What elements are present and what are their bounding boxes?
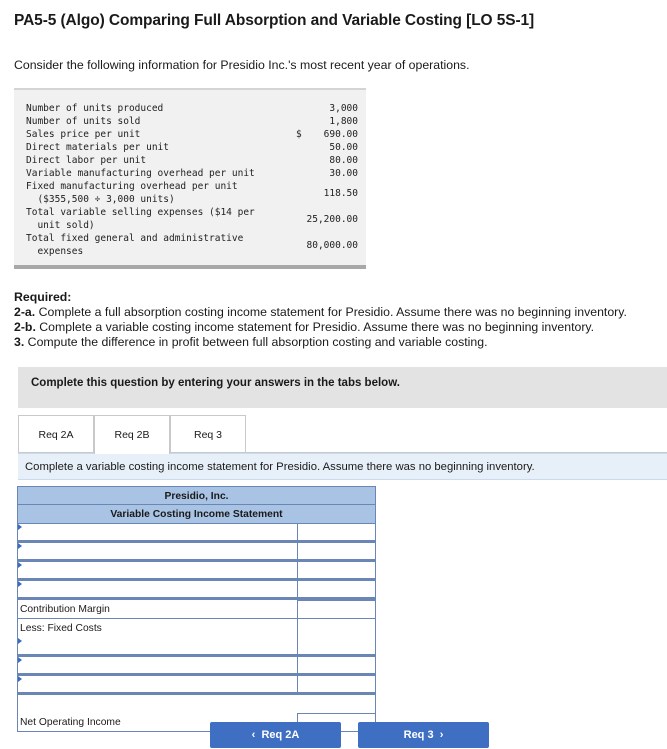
required-section bbox=[14, 290, 627, 350]
amount-cell bbox=[297, 562, 376, 581]
amount-input[interactable] bbox=[298, 562, 376, 578]
given-value: 30.00 bbox=[329, 168, 358, 179]
contribution-margin-row bbox=[17, 600, 376, 619]
given-label: Direct materials per unit bbox=[26, 142, 169, 153]
given-value: 80.00 bbox=[329, 155, 358, 166]
label-input[interactable] bbox=[18, 676, 297, 692]
tab-instruction bbox=[18, 453, 667, 480]
given-data-table bbox=[14, 88, 366, 269]
instruction-text: Complete a variable costing income statement for Presidio. Assume there was no beginning inventory. bbox=[25, 461, 535, 473]
label-input[interactable] bbox=[18, 581, 297, 597]
required-num: 2-b. bbox=[14, 320, 36, 334]
label-cell bbox=[18, 543, 297, 562]
label-input[interactable] bbox=[18, 562, 297, 578]
contribution-margin-label: Contribution Margin bbox=[18, 600, 297, 619]
label-cell bbox=[18, 638, 297, 657]
required-text: Complete a variable costing income statement for Presidio. Assume there was no beginning inventory. bbox=[35, 320, 595, 334]
fixed-costs-label: Less: Fixed Costs bbox=[20, 623, 102, 634]
dropdown-marker-icon bbox=[18, 581, 22, 587]
amount-cell bbox=[297, 600, 376, 619]
amount-input[interactable] bbox=[298, 638, 376, 654]
amount-input[interactable] bbox=[298, 676, 376, 692]
given-label: Number of units produced bbox=[26, 103, 164, 114]
given-value: 690.00 bbox=[323, 129, 358, 140]
label-cell bbox=[18, 657, 297, 676]
statement-row bbox=[17, 676, 376, 695]
label-input[interactable] bbox=[18, 657, 297, 673]
label-cell bbox=[18, 524, 297, 543]
statement-row bbox=[17, 581, 376, 600]
label-input[interactable] bbox=[18, 524, 297, 540]
required-item bbox=[14, 320, 627, 335]
given-label: Total variable selling expenses ($14 per unit sold) bbox=[26, 207, 255, 231]
required-text: Compute the difference in profit between full absorption costing and variable costing. bbox=[24, 335, 488, 349]
given-label: Fixed manufacturing overhead per unit ($355,500 ÷ 3,000 units) bbox=[26, 181, 238, 205]
given-value: 1,800 bbox=[329, 116, 358, 127]
net-operating-income-label: Net Operating Income bbox=[18, 713, 297, 732]
given-label: Total fixed general and administrative expenses bbox=[26, 233, 244, 257]
dropdown-marker-icon bbox=[18, 524, 22, 530]
company-name: Presidio, Inc. bbox=[17, 486, 376, 505]
statement-row bbox=[17, 562, 376, 581]
tab-req-2b[interactable]: Req 2B bbox=[94, 415, 170, 454]
statement-spacer bbox=[17, 695, 376, 713]
required-text: Complete a full absorption costing income statement for Presidio. Assume there was no beginning inventory. bbox=[35, 305, 627, 319]
tab-req-2a[interactable]: Req 2A bbox=[18, 415, 94, 453]
given-label: Direct labor per unit bbox=[26, 155, 147, 166]
amount-cell bbox=[297, 638, 376, 657]
statement-title: Variable Costing Income Statement bbox=[17, 505, 376, 524]
intro-text: Consider the following information for Presidio Inc.'s most recent year of operations. bbox=[14, 58, 470, 72]
amount-cell bbox=[297, 524, 376, 543]
prev-button-label: Req 2A bbox=[261, 729, 300, 741]
prev-tab-button[interactable] bbox=[210, 722, 341, 748]
dropdown-marker-icon bbox=[18, 562, 22, 568]
income-statement bbox=[17, 486, 376, 732]
amount-cell bbox=[297, 581, 376, 600]
amount-input[interactable] bbox=[298, 657, 376, 673]
dropdown-marker-icon bbox=[18, 638, 22, 644]
label-input[interactable] bbox=[18, 638, 297, 654]
required-heading: Required: bbox=[14, 290, 72, 304]
amount-input[interactable] bbox=[298, 543, 376, 559]
given-value: 50.00 bbox=[329, 142, 358, 153]
fixed-costs-row bbox=[17, 619, 376, 638]
amount-cell bbox=[297, 543, 376, 562]
dollar-sign: $ bbox=[296, 129, 302, 140]
given-label: Variable manufacturing overhead per unit bbox=[26, 168, 255, 179]
label-cell bbox=[18, 562, 297, 581]
amount-cell bbox=[297, 676, 376, 695]
given-label: Number of units sold bbox=[26, 116, 141, 127]
statement-row bbox=[17, 543, 376, 562]
chevron-right-icon: › bbox=[433, 729, 444, 741]
tab-req-3[interactable]: Req 3 bbox=[170, 415, 246, 453]
next-button-label: Req 3 bbox=[403, 729, 434, 741]
amount-input[interactable] bbox=[298, 581, 376, 597]
label-cell bbox=[18, 581, 297, 600]
label-cell bbox=[18, 676, 297, 695]
banner-text: Complete this question by entering your answers in the tabs below. bbox=[31, 377, 400, 389]
given-value: 3,000 bbox=[329, 103, 358, 114]
statement-row bbox=[17, 638, 376, 657]
statement-row bbox=[17, 524, 376, 543]
label-input[interactable] bbox=[18, 543, 297, 559]
chevron-left-icon: ‹ bbox=[251, 729, 262, 741]
required-num: 3. bbox=[14, 335, 25, 349]
amount-input[interactable] bbox=[298, 524, 376, 540]
dropdown-marker-icon bbox=[18, 543, 22, 549]
amount-cell bbox=[297, 657, 376, 676]
dropdown-marker-icon bbox=[18, 657, 22, 663]
required-item bbox=[14, 335, 627, 350]
page-title: PA5-5 (Algo) Comparing Full Absorption and Variable Costing [LO 5S-1] bbox=[14, 12, 535, 29]
statement-row bbox=[17, 657, 376, 676]
next-tab-button[interactable] bbox=[358, 722, 489, 748]
required-item bbox=[14, 305, 627, 320]
given-value: 80,000.00 bbox=[306, 240, 358, 251]
contribution-margin-input[interactable] bbox=[298, 601, 375, 618]
amount-cell bbox=[297, 619, 376, 638]
given-value: 25,200.00 bbox=[306, 214, 358, 225]
required-num: 2-a. bbox=[14, 305, 36, 319]
dropdown-marker-icon bbox=[18, 676, 22, 682]
instructions-banner bbox=[18, 367, 667, 408]
given-value: 118.50 bbox=[323, 188, 358, 199]
given-label: Sales price per unit bbox=[26, 129, 141, 140]
